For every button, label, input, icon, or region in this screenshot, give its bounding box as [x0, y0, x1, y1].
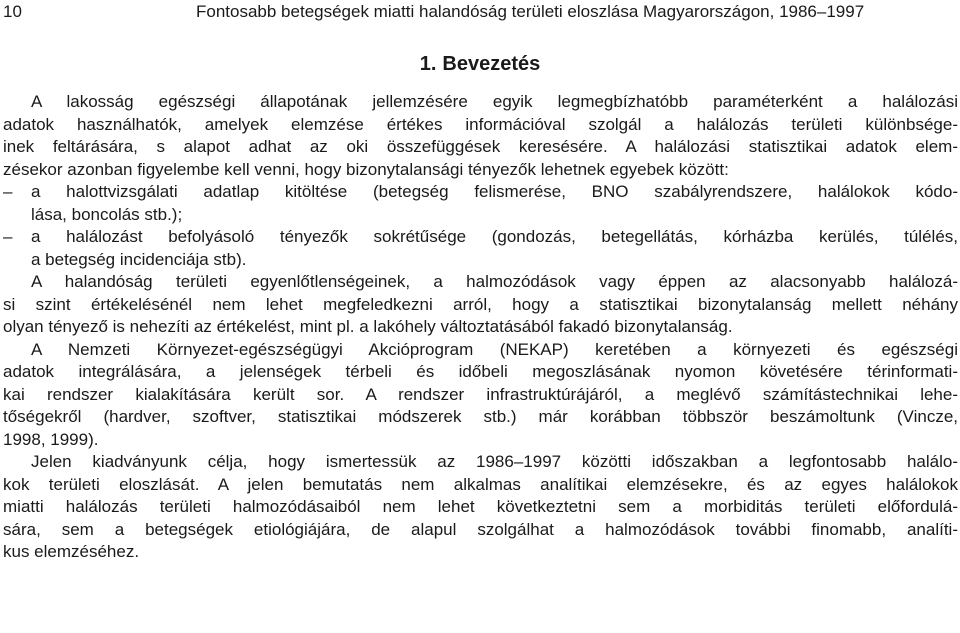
page-number: 10: [3, 2, 22, 21]
paragraph-line: A Nemzeti Környezet-egészségügyi Akcióprogram (NEKAP) keretében a környezeti és egészségi: [31, 339, 958, 359]
running-title: Fontosabb betegségek miatti halandóság területi eloszlása Magyarországon, 1986–1997: [196, 2, 865, 21]
page-header: [0, 0, 960, 26]
paragraph-line: si szint értékelésénél nem lehet megfeledkezni arról, hogy a statisztikai bizonytalanság mellett néhány: [3, 294, 958, 314]
paragraph-line: adatok integrálására, a jelenségek térbeli és időbeli megoszlásának nyomon követésére térinformati-: [3, 362, 958, 381]
paragraph-line: 1998, 1999).: [3, 429, 99, 449]
list-item-text: lása, boncolás stb.);: [31, 204, 183, 224]
paragraph-line: Jelen kiadványunk célja, hogy ismertessük az 1986–1997 közötti időszakban a legfontosabb halálo-: [31, 452, 958, 471]
body-text: [3, 91, 958, 564]
paragraph-line: inek feltárására, s alapot adhat az oki összefüggések keresésére. A halálozási statisztikai adatok elem-: [3, 137, 958, 156]
list-item-text: a halálozást befolyásoló tényezők sokrétűsége (gondozás, betegellátás, kórházba kerülés, túlélés,: [31, 227, 958, 246]
paragraph-line: olyan tényező is nehezíti az értékelést, mint pl. a lakóhely változtatásából fakadó bizonytalanság.: [3, 317, 733, 336]
list-bullet: –: [3, 182, 13, 201]
list-item-text: a betegség incidenciája stb).: [31, 249, 247, 269]
list-item-text: a halottvizsgálati adatlap kitöltése (betegség felismerése, BNO szabályrendszere, halálokok kódo-: [31, 182, 958, 201]
paragraph-line: kus elemzéséhez.: [3, 542, 140, 561]
paragraph-line: zésekor azonban figyelembe kell venni, hogy bizonytalansági tényezők lehetnek egyebek között:: [3, 159, 729, 179]
paragraph-line: kai rendszer kialakítására került sor. A rendszer infrastruktúrájáról, a meglévő számítástechnikai lehe-: [3, 384, 958, 404]
list-item: [3, 226, 958, 249]
paragraph-line: adatok használhatók, amelyek elemzése értékes információval szolgál a halálozás területi különbsége-: [3, 114, 958, 134]
list-item: [3, 181, 958, 204]
section-number: 1.: [419, 53, 437, 75]
section-title: Bevezetés: [442, 53, 541, 75]
paragraph-line: A lakosság egészségi állapotának jellemzésére egyik legmegbízhatóbb paraméterként a halálozási: [31, 92, 958, 111]
paragraph-line: A halandóság területi egyenlőtlenségeinek, a halmozódások vagy éppen az alacsonyabb halálozá-: [31, 272, 958, 291]
paragraph-line: tőségekről (hardver, szoftver, statisztikai módszerek stb.) már korábban többször beszámoltunk (Vincze,: [3, 407, 958, 426]
section-heading: [0, 53, 960, 76]
paragraph-line: kok területi eloszlását. A jelen bemutatás nem alkalmas analítikai elemzésekre, és az egyes halálokok: [3, 474, 958, 494]
paragraph-line: miatti halálozás területi halmozódásaiból nem lehet következtetni sem a morbiditás területi előfordulá-: [3, 497, 958, 516]
list-bullet: –: [3, 227, 13, 246]
paragraph-line: sára, sem a betegségek etiológiájára, de alapul szolgálhat a halmozódások további finomabb, analíti-: [3, 519, 958, 539]
